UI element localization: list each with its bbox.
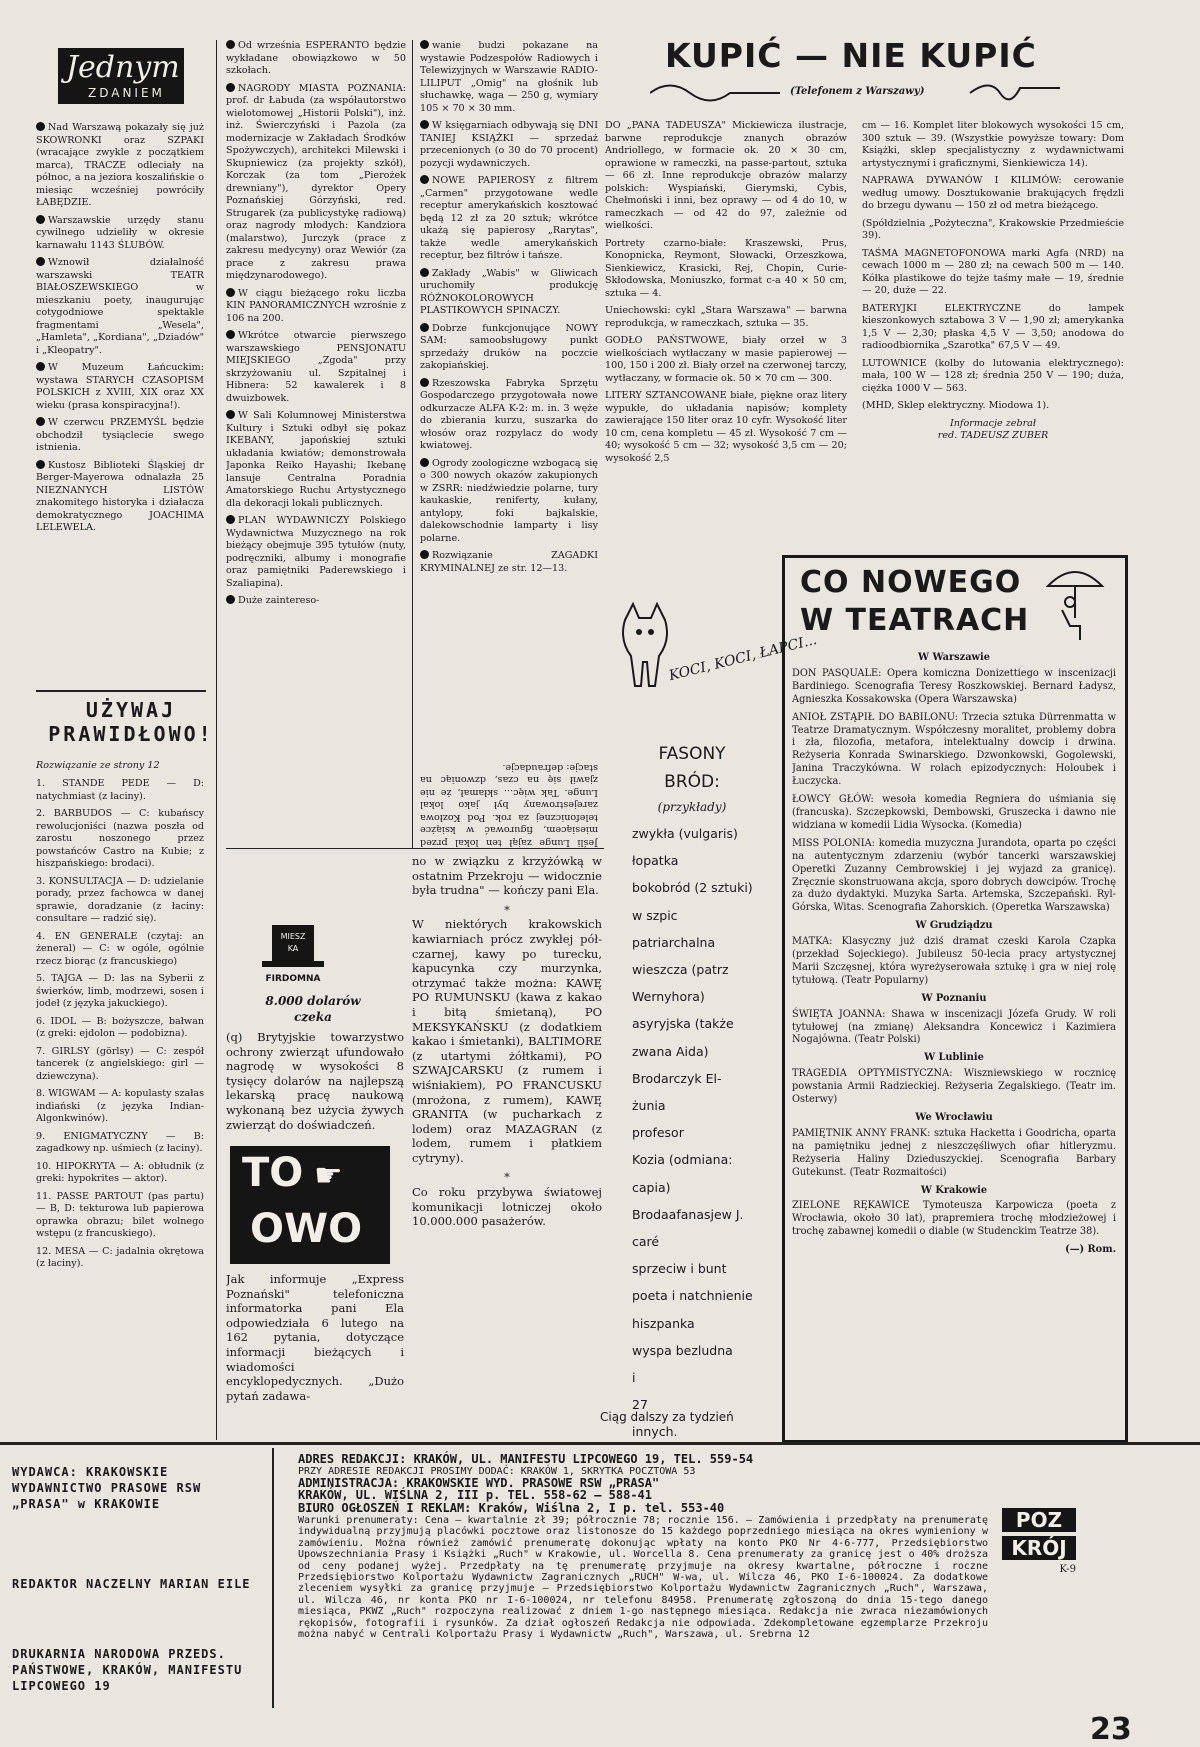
- item-text: GODŁO PAŃSTWOWE, biały orzeł w 3 wielkościach wytłaczany w masie papierowej — 100, 150 i 200 zł. Biały orzeł na czerwonej tarczy, wytłaczany, w formacie ok. 50 × 70 cm — 300.: [605, 335, 847, 384]
- text-item: [226, 595, 406, 608]
- beard-style-item: caré: [632, 1234, 660, 1250]
- item-text: Rzeszowska Fabryka Sprzętu Gospodarczego przygotowała nowe odkurzacze ALFA K-2: m. in. 3 węże do zbierania kurzu, suszarka do włosów oraz rozpylacz do wody kwiatowej.: [420, 377, 598, 451]
- text-item: [36, 1088, 204, 1126]
- text-item: [226, 288, 406, 326]
- item-text: Duże zaintereso-: [238, 595, 320, 606]
- beard-style-item: Wernyhora): [632, 989, 705, 1005]
- text-item: [605, 305, 847, 330]
- dolarow-title-2: czeka: [294, 1010, 332, 1024]
- item-text: NAGRODY MIASTA POZNANIA: prof. dr Łabuda (za współautorstwo wielotomowej „Historii Polski"), inż. inż. Świerczyński i Pazola (za modernizacje w Zakładach Środków Spożywczych), architekci Milewski i Skupniewicz (za projekty szkół), Korczak (za tom „Pierożek drewniany"), dyrektor Opery Poznańskiej Górzyński, red. Strugarek (za publicystykę radiową) oraz nagrody młodych: Kandziora (malarstwo), Jurczyk (prace z zakresu medycyny) oraz Wewiór (za prace z zakresu prawa międzynarodowego).: [226, 82, 406, 281]
- upside-down-solution: Jeśli Lunge zajął ten lokal przed miesiącem, figurować w książce telefonicznej za rok. Pod Kozłowa zarejestrowany był jako lokal Lunge. Tak więc... skłamał, że nie zjawił się na czas, dzwoniąc na stacje: defraudacje.: [420, 762, 598, 848]
- item-text: Rozwiązanie ZAGADKI KRYMINALNEJ ze str. 12—13.: [420, 550, 598, 574]
- text-item: [605, 120, 847, 233]
- item-text: wanie budzi pokazane na wystawie Podzespołów Radiowych i Telewizyjnych w Warszawie RADIO-LILIPUT „Omig" na głośnik lub słuchawkę, waga — 250 g, wymiary 105 × 70 × 30 mm.: [420, 40, 598, 114]
- bullet-icon: [36, 362, 45, 371]
- theatre-entry: ZIELONE RĘKAWICE Tymoteusza Karpowicza (poeta z Wrocławia, około 30 lat), prapremiera trochę młodzieżowej i trochę zabawnej komedii o diable (w Studenckim Teatrze 38).: [792, 1200, 1116, 1238]
- city-heading: W Krakowie: [920, 1184, 988, 1196]
- news-column-2: [226, 40, 406, 848]
- editorial-address-block: [298, 1454, 988, 1641]
- text-item: [226, 410, 406, 510]
- text-item: [420, 40, 598, 115]
- dolarow-title: 8.000 dolarów: [265, 994, 361, 1008]
- text-item: [420, 120, 598, 170]
- text-item: [36, 808, 204, 871]
- theatre-entry: ŁOWCY GŁÓW: wesoła komedia Regniera do uśmiania się (francuska). Szczepkowski, Dembowski, Gruszecka i dawno nie widziana w komedii Lidia Wysocka. (Komedia): [792, 794, 1116, 831]
- mid-right-paragraph: no w związku z krzyżówką w ostatnim Przekroju — widocznie była trudna" — kończy pani Ela.: [412, 854, 602, 898]
- publisher-block: [12, 1464, 252, 1694]
- city-heading: W Warszawie: [918, 652, 990, 663]
- beard-style-item: poeta i natchnienie: [632, 1288, 753, 1304]
- item-text: Warszawskie urzędy stanu cywilnego udzieliły w okresie karnawału 1143 ŚLUBÓW.: [36, 214, 204, 251]
- beard-style-item: profesor: [632, 1125, 684, 1141]
- beard-style-item: innych.: [632, 1424, 678, 1440]
- kupic-footer-label: Informacje zebrał: [949, 417, 1037, 429]
- publisher-name: WYDAWCA: KRAKOWSKIE WYDAWNICTWO PRASOWE RSW „PRASA" w KRAKOWIE: [12, 1465, 202, 1511]
- bullet-icon: [226, 410, 235, 419]
- item-text: 8. WIGWAM — A: kopulasty szałas indiański (z języka Indian-Algonkwinów).: [36, 1088, 204, 1124]
- item-text: 11. PASSE PARTOUT (pas partu) — B, D: tekturowa lub papierowa oprawka obrazu; bilet wolnego wstępu (z francuskiego).: [36, 1190, 204, 1239]
- footer-divider: [272, 1448, 274, 1708]
- jednym-zdaniem-column: [36, 122, 204, 677]
- item-text: 5. TAJGA — D: las na Syberii z świerków, limb, modrzewi, sosen i jodeł (z języka jakuckiego).: [36, 973, 204, 1009]
- svg-text:FIRDOMNA: FIRDOMNA: [265, 974, 321, 984]
- beard-style-item: Kozia (odmiana:: [632, 1152, 733, 1168]
- teatr-title-line-1: CO NOWEGO: [800, 565, 1022, 600]
- beard-style-item: capia): [632, 1179, 671, 1195]
- to-owo-bottom: OWO: [250, 1206, 363, 1252]
- item-text: W czerwcu PRZEMYŚL będzie obchodził tysiąclecie swego istnienia.: [36, 417, 204, 453]
- text-item: [605, 390, 847, 465]
- bullet-icon: [420, 323, 429, 332]
- page-number: 23: [1090, 1712, 1132, 1747]
- dolarow-heading: [218, 993, 408, 1025]
- text-item: [36, 1191, 204, 1241]
- uzywaj-title: UŻYWAJ PRAWIDŁOWO!: [48, 698, 214, 746]
- text-item: [420, 378, 598, 453]
- bullet-icon: [36, 417, 45, 426]
- news-column-3: [420, 40, 598, 762]
- text-item: [420, 268, 598, 318]
- column-rule: [226, 848, 604, 849]
- column-rule: [412, 40, 413, 848]
- fasony-title: [632, 740, 752, 796]
- bullet-icon: [226, 83, 235, 92]
- kupic-footer: [862, 418, 1124, 443]
- beard-style-item: Brodaafanasjew J.: [632, 1206, 744, 1222]
- item-text: BATERYJKI ELEKTRYCZNE do lampek kieszonkowych sztabowa 3 V — 1,90 zł; amerykanka 1,5 V — 2,30; płaska 4,5 V — 3,50; anodowa do radioodbiornika „Szarotka" 67,5 V — 49.: [862, 302, 1124, 351]
- logo-line-2: KRÓJ: [1002, 1536, 1076, 1560]
- text-item: [226, 330, 406, 405]
- item-text: NAPRAWA DYWANÓW I KILIMÓW: cerowanie według umowy. Dosztukowanie brakujących frędzli do brzegu dywanu — 150 zł od metra bieżącego.: [862, 175, 1124, 211]
- beard-style-item: bokobród (2 sztuki): [632, 880, 753, 896]
- bullet-icon: [36, 460, 45, 469]
- bullet-icon: [420, 175, 429, 184]
- item-text: PLAN WYDAWNICZY Polskiego Wydawnictwa Muzycznego na rok bieżący obejmuje 395 tytułów (nuty, podręczniki, albumy i monografie oraz pamiętniki Paderewskiego i Szaliapina).: [226, 515, 406, 589]
- item-text: TAŚMA MAGNETOFONOWA marki Agfa (NRD) na cewach 1000 m — 280 zł; na cewach 500 m — 140. Kółka plastikowe do tejże taśmy małe — 19, średnie — 20, duże — 22.: [862, 247, 1124, 296]
- umbrella-figure-icon: [1040, 562, 1110, 644]
- item-text: Zakłady „Wabis" w Gliwicach uruchomiły produkcję RÓŻNOKOLOROWYCH PLASTIKOWYCH SPINACZY.: [420, 267, 598, 316]
- item-text: LITERY SZTANCOWANE białe, piękne oraz litery wypukłe, do układania napisów; komplety zawierające 150 liter oraz 10 cyfr. Wysokość liter 10 cm, cena kompletu — 45 zł. Wysokość 7 cm — 40; wysokość 5 cm — 32; wysokość 3,5 cm — 20; wysokość 2,5: [605, 390, 847, 464]
- text-item: [862, 218, 1124, 243]
- postal-note: PRZY ADRESIE REDAKCJI PROSIMY DODAĆ: KRAKÓW 1, SKRYTKA POCZTOWA 53: [298, 1466, 696, 1478]
- city-heading: W Grudziądzu: [915, 920, 993, 932]
- text-item: [36, 460, 204, 535]
- uzywaj-subtitle: Rozwiązanie ze strony 12: [36, 760, 160, 771]
- text-item: [36, 362, 204, 412]
- pointing-hand-icon: ☛: [314, 1156, 343, 1194]
- fasony-title-2: BRÓD:: [664, 772, 720, 792]
- editorial-address: ADRES REDAKCJI: KRAKÓW, UL. MANIFESTU LIPCOWEGO 19, TEL. 559-54: [298, 1452, 754, 1466]
- beard-style-item: i: [632, 1370, 636, 1386]
- text-item: [36, 122, 204, 210]
- item-text: Uniechowski: cykl „Stara Warszawa" — barwna reprodukcja, w rameczkach, sztuka — 35.: [605, 305, 847, 329]
- theatre-entry: TRAGEDIA OPTYMISTYCZNA: Wiszniewskiego w rocznicę powstania Armii Radzieckiej. Reżyseria Zegalskiego. (Teatr im. Osterwy): [792, 1068, 1116, 1106]
- text-item: [36, 1161, 204, 1186]
- city-heading: We Wrocławiu: [915, 1112, 993, 1123]
- text-item: [605, 335, 847, 385]
- beard-style-item: hiszpanka: [632, 1315, 695, 1331]
- bullet-icon: [420, 550, 429, 559]
- text-item: [36, 931, 204, 969]
- beard-style-item: Brodarczyk El-: [632, 1070, 722, 1086]
- separator-star: *: [504, 902, 510, 917]
- beard-style-item: wieszcza (patrz: [632, 962, 729, 978]
- text-item: [36, 215, 204, 253]
- printer: DRUKARNIA NARODOWA PRZEDS. PAŃSTWOWE, KRAKÓW, MANIFESTU LIPCOWEGO 19: [12, 1647, 243, 1693]
- fasony-list: [632, 820, 777, 1446]
- beard-style-item: żunia: [632, 1098, 666, 1114]
- subscription-terms: Warunki prenumeraty: Cena — kwartalnie zł 39; półrocznie 78; rocznie 156. — Zamówienia i przedpłaty na prenumeratę indywidualną przyjmują placówki pocztowe oraz listonosze do 15 każdego poprzedniego miesiąca na okres wymieniony w zamówieniu. Można również zamówić prenumeratę dokonując wpłaty na konto PKO Nr 4-6-777, Przedsiębiorstwo Upowszechniania Prasy i Książki „Ruch" w Krakowie, ul. Worcella 8. Cena prenumeraty za granicę jest o 40% droższa od ceny podanej wyżej. Przedpłaty na tę prenumeratę przyjmuje na okresy kwartalne, półroczne i roczne Przedsiębiorstwo Kolportażu Wydawnictw Zagranicznych „RUCH" W-wa, ul. Wilcza 46, PKO I-6-100024. Za dodatkowe zleceniem wysyłki za granicę przyjmuje — Przedsiębiorstwo Kolportażu Wydawnictw Zagranicznych „Ruch", Warszawa, ul. Wilcza 46, nr konta PKO nr I-6-100024, nr telefonu 84958. Prenumeratę zgłoszoną do dnia 15-tego danego miesiąca, PKWZ „Ruch" rozpoczyna realizować z dniem 1-go następnego miesiąca. Redakcja nie zwraca niezamówionych rękopisów, fotografii i rysunków. Za dział ogłoszeń Redakcja nie odpowiada. Zdekompletowane egzemplarze Przekroju można nabyć w Centrali Kolportażu Prasy i Wydawnictw „Ruch", Warszawa, ul. Srebrna 12: [298, 1515, 988, 1641]
- beard-style-item: asyryjska (także: [632, 1016, 734, 1032]
- kupic-column-b: [862, 120, 1124, 520]
- item-text: NOWE PAPIEROSY z filtrem „Carmen" przygotowane wedle receptur amerykańskich kosztować będą 12 zł za 20 sztuk; wkrótce ukażą się papierosy „Rarytas", także wedle amerykańskich receptur, bez filtrów i tańsze.: [420, 175, 598, 261]
- item-text: (MHD, Sklep elektryczny. Miodowa 1).: [862, 400, 1050, 411]
- mieszka-hat-logo: [258, 925, 328, 989]
- fasony-title-1: FASONY: [658, 744, 726, 764]
- city-heading: W Lublinie: [924, 1052, 984, 1064]
- mid-right-column: [412, 854, 602, 1436]
- to-owo-text: Jak informuje „Express Poznański" telefoniczna informatorka pani Ela odpowiedziała 6 lutego na 162 pytania, dotyczące informacji bieżących i wiadomości encyklopedycznych. „Dużo pytań zadawa-: [226, 1272, 404, 1403]
- text-item: [862, 400, 1124, 413]
- dolarow-text: (q) Brytyjskie towarzystwo ochrony zwierząt ufundowało nagrodę w wysokości 8 tysięcy dolarów na najlepszą lekarską pracę naukową wykonaną bez użycia żywych zwierząt do doświadczeń.: [226, 1030, 404, 1132]
- item-text: 3. KONSULTACJA — D: udzielanie porady, przez fachowca w danej sprawie, doradzanie (z łaciny: consultare — radzić się).: [36, 875, 204, 924]
- mid-right-paragraph: Co roku przybywa światowej komunikacji lotniczej około 10.000.000 pasażerów.: [412, 1185, 602, 1229]
- cat-illustration-icon: [615, 600, 675, 690]
- text-item: [862, 248, 1124, 298]
- teatr-title-line-2: W TEATRACH: [800, 603, 1030, 638]
- divider-line: [36, 690, 206, 692]
- logo-line-1: POZ: [1002, 1508, 1076, 1532]
- beard-style-item: patriarchalna: [632, 934, 716, 950]
- teatr-listings: [792, 648, 1116, 1430]
- text-item: [226, 515, 406, 590]
- beard-style-item: sprzeciw i bunt: [632, 1261, 727, 1277]
- text-item: [420, 550, 598, 575]
- item-text: 7. GIRLSY (görlsy) — C: zespół tancerek (z angielskiego: girl — dziewczyna).: [36, 1045, 204, 1082]
- item-text: Ogrody zoologiczne wzbogacą się o 300 nowych okazów zakupionych w ZSRR: niedźwiedzie polarne, tury kaukaskie, reniferty, kułany, antylopy, foki bajkalskie, dalekowschodnie lamparty i lisy polarne.: [420, 457, 598, 544]
- item-text: 9. ENIGMATYCZNY — B: zagadkowy np. uśmiech (z łaciny).: [36, 1130, 204, 1154]
- beard-style-item: wyspa bezludna: [632, 1342, 733, 1358]
- text-item: [862, 358, 1124, 396]
- logo-sub-text: ZDANIEM: [88, 86, 165, 100]
- to-owo-logo: [230, 1146, 390, 1264]
- separator-star: *: [504, 1170, 510, 1185]
- kupic-column-a: [605, 120, 847, 540]
- item-text: W ciągu bieżącego roku liczba KIN PANORAMICZNYCH wzrośnie z 106 na 200.: [226, 287, 406, 324]
- kupic-subtitle: (Telefonem z Warszawy): [790, 86, 925, 97]
- item-text: Portrety czarno-białe: Kraszewski, Prus, Konopnicka, Reymont, Słowacki, Orzeszkowa, Sienkiewicz, Krasicki, Rej, Chopin, Curie-Skłodowska, Moniuszko, format c-a 40 × 50 cm, sztuka — 4.: [605, 237, 847, 299]
- text-item: [36, 417, 204, 455]
- text-item: [36, 973, 204, 1011]
- item-text: LUTOWNICE (kolby do lutowania elektrycznego): mała, 100 W — 128 zł; średnia 250 V — 190; duża, ciężka 1000 V — 563.: [862, 357, 1124, 394]
- bullet-icon: [36, 257, 45, 266]
- item-text: 1. STANDE PEDE — D: natychmiast (z łaciny).: [36, 778, 204, 802]
- ad-office: BIURO OGŁOSZEŃ I REKLAM: Kraków, Wiślna 2, I p. tel. 553-40: [298, 1500, 725, 1515]
- text-item: [226, 40, 406, 78]
- text-item: [226, 83, 406, 283]
- przekroj-logo: [1002, 1508, 1076, 1588]
- item-text: 4. EN GENERALE (czytaj: an żeneral) — C: w ogóle, ogólnie rzecz biorąc (z francuskiego): [36, 930, 204, 967]
- beard-style-item: łopatka: [632, 853, 679, 869]
- bullet-icon: [226, 595, 235, 604]
- bullet-icon: [420, 120, 429, 129]
- bullet-icon: [36, 122, 45, 131]
- text-item: [36, 1246, 204, 1271]
- column-rule: [216, 40, 217, 1440]
- text-item: [420, 323, 598, 373]
- text-item: [605, 238, 847, 301]
- text-item: [36, 257, 204, 357]
- svg-text:KA: KA: [287, 944, 299, 953]
- beard-style-item: w szpic: [632, 907, 678, 923]
- text-item: [36, 1016, 204, 1041]
- kupic-footer-name: red. TADEUSZ ZUBER: [937, 430, 1049, 441]
- theatre-entry: ŚWIĘTA JOANNA: Shawa w inscenizacji Józefa Grudy. W roli tytułowej (na zmianę) Aleksandra Koncewicz i Kazimiera Nogajówna. (Teatr Polski): [792, 1008, 1116, 1046]
- fasony-subtitle: (przykłady): [657, 800, 727, 814]
- bullet-icon: [420, 378, 429, 387]
- item-text: 6. IDOL — B: bożyszcze, bałwan (z greki: ejdolon — podobizna).: [36, 1015, 204, 1039]
- text-item: [36, 876, 204, 926]
- theatre-entry: PAMIĘTNIK ANNY FRANK: sztuka Hacketta i Goodricha, oparta na pamiętniku jednej z nieszczęśliwych ofiar hitleryzmu. Reżyseria Haliny Dzieduszyckiej. Scenografia Barbary Gutekunst. (Teatr Rozmaitości): [792, 1127, 1116, 1178]
- koci-label: KOCI, KOCI, ŁAPCI...: [667, 631, 819, 685]
- text-item: [36, 1046, 204, 1084]
- to-owo-top: TO: [242, 1150, 304, 1196]
- city-heading: W Poznaniu: [921, 992, 987, 1004]
- bullet-icon: [36, 215, 45, 224]
- uzywaj-answers: [36, 778, 204, 1438]
- item-text: W Muzeum Łańcuckim: wystawa STARYCH CZASOPISM POLSKICH z XVIII, XIX oraz XX wieku (prasa konspiracyjna!).: [36, 362, 204, 411]
- text-item: [862, 303, 1124, 353]
- theatre-entry: MATKA: Klasyczny już dziś dramat czeski Karola Czapka (przekład Sojeckiego). Jubileusz 50-lecia pracy artystycznej Marii Szczęsnej, która wyreżyserowała sztukę i gra w niej rolę tytułową. (Teatr Popularny): [792, 936, 1116, 986]
- bullet-icon: [226, 330, 235, 339]
- bullet-icon: [420, 40, 429, 49]
- item-text: W Sali Kolumnowej Ministerstwa Kultury i Sztuki odbył się pokaz IKEBANY, japońskiej sztuki układania kwiatów; demonstrowała Japonka Reiko Hayashi; Ikebanę lansuje Centralna Poradnia Amatorskiego Ruchu Artystycznego dla dekoracji lokali publicznych.: [226, 410, 406, 509]
- item-text: Dobrze funkcjonujące NOWY SAM: samoobsługowy punkt sprzedaży druków na poczcie zakopiańskiej.: [420, 322, 598, 371]
- text-item: [420, 175, 598, 263]
- item-text: Wkrótce otwarcie pierwszego warszawskiego PENSJONATU MIEJSKIEGO „Zgoda" przy skrzyżowaniu ul. Szpitalnej i Hibnera: 52 kawalerek i 8 dwuizbowek.: [226, 330, 406, 404]
- beard-style-item: zwana Aida): [632, 1043, 709, 1059]
- kupic-title: KUPIĆ — NIE KUPIĆ: [665, 36, 1037, 75]
- beard-style-item: 27: [632, 1397, 648, 1413]
- text-item: [862, 120, 1124, 170]
- beard-style-item: zwykła (vulgaris): [632, 826, 738, 841]
- administration-address: KRAKÓW, UL. WIŚLNA 2, III p. TEL. 558-62 — 588-41: [298, 1488, 653, 1503]
- mid-right-paragraph: W niektórych krakowskich kawiarniach prócz zwykłej pół-czarnej, kawy po turecku, kapucynka czy murzynka, otrzymać także można: KAWĘ PO RUMUNSKU (kawa z kakao i bitą śmietaną), PO MEKSYKAŃSKU (z dodatkiem kakao i śmietanki), BALTIMORE (z utartymi żółtkami), PO SZWAJCARSKU (z rumem i wiśniakiem), PO FRANCUSKU (mrożona, z rumem), KAWĘ GRANITA (w pucharkach z lodem) oraz MAZAGRAN (z lodem, rumem i płatkiem cytryny).: [412, 917, 602, 1165]
- item-text: cm — 16. Komplet liter blokowych wysokości 15 cm, 300 sztuk — 39. (Wszystkie powyższe towary: Dom Książki, sklep specjalistyczny z wydawnictwami artystycznymi i graficznymi, Sienkiewicza 14).: [862, 120, 1124, 169]
- item-text: Nad Warszawą pokazały się już SKOWRONKI oraz SZPAKI (wracające zwykle z początkiem marca), TRACZE odleciały na północ, a na jeziora koszalińskie o miesiąc wcześniej powróciły ŁABĘDZIE.: [36, 122, 204, 208]
- teatr-title: [800, 564, 1029, 640]
- bullet-icon: [420, 458, 429, 467]
- bullet-icon: [226, 40, 235, 49]
- text-item: [36, 1131, 204, 1156]
- text-item: [862, 175, 1124, 213]
- item-text: 12. MESA — C: jadalnia okrętowa (z łaciny).: [36, 1245, 204, 1269]
- item-text: Wznowił działalność warszawski TEATR BIAŁOSZEWSKIEGO w mieszkaniu poety, inaugurując cotygodniowe spektakle fragmentami „Wesela", „Hamleta", „Kordiana", „Dziadów" i „Kleopatry".: [36, 257, 204, 356]
- item-text: W księgarniach odbywają się DNI TANIEJ KSIĄŻKI — sprzedaż przecenionych (o 30 do 70 procent) pozycji wydawniczych.: [420, 120, 598, 169]
- footer-rule: [0, 1442, 1200, 1445]
- item-text: Od września ESPERANTO będzie wykładane obowiązkowo w 50 szkołach.: [226, 40, 406, 76]
- continued-note: Ciąg dalszy za tydzień: [600, 1410, 734, 1424]
- item-text: DO „PANA TADEUSZA" Mickiewicza ilustracje, barwne reprodukcje znanych obrazów Andriollego, w formacie ok. 20 × 30 cm, oprawione w rameczki, na passe-partout, sztuka — 66 zł. Inne reprodukcje obrazów malarzy polskich: Wyspiański, Gierymski, Cybis, Chełmoński i inni, bez oprawy — od 4 do 10, w rameczkach — od 42 do 97, zależnie od wielkości.: [605, 120, 847, 231]
- theatre-entry: DON PASQUALE: Opera komiczna Donizettiego w inscenizacji Bardiniego. Scenografia Teresy Roszkowskiej. Bernard Ładysz, Agnieszka Kossakowska (Opera Warszawska): [792, 667, 1116, 705]
- item-text: 2. BARBUDOS — C: kubańscy rewolucjoniści (nazwa poszła od zarostu noszonego przez powstańców Castro na Kubie; z hiszpańskiego: brodaci).: [36, 808, 204, 869]
- theatre-entry: MISS POLONIA: komedia muzyczna Jurandota, oparta po części na autentycznym zdarzeniu (wybór tancerki warszawskiej Operetki Zuzanny Cembrowskiej i jej wyjazd za granicę). Zręcznie skonstruowana akcja, sporo dobrych dowcipów. Trochę za dużo dydaktyki. Muzyka Sarta. Artemska, Szczepański. Ryl-Górska, Witas. Scenografia Zahorskich. (Operetka Warszawska): [792, 837, 1116, 914]
- theatre-entry: ANIOŁ ZSTĄPIŁ DO BABILONU: Trzecia sztuka Dürrenmatta w Teatrze Dramatycznym. Współczesny moralitet, problemy dobra i zła, filozofia, metafora, intelektualny dowcip i drwina. Reżyseria Konrada Swinarskiego. Dzwonkowski, Gogolewski, Janina Traczykówna. W rolach epizodycznych: Holoubek i Łuczycka.: [792, 711, 1116, 788]
- jednym-zdaniem-logo: [58, 48, 184, 104]
- editor-in-chief: REDAKTOR NACZELNY MARIAN EILE: [12, 1577, 251, 1591]
- bullet-icon: [420, 268, 429, 277]
- item-text: 10. HIPOKRYTA — A: obłudnik (z greki: hypokrites — aktor).: [36, 1160, 204, 1184]
- issue-code: K-9: [1059, 1564, 1076, 1575]
- signature: (—) Rom.: [1065, 1244, 1116, 1256]
- svg-text:MIESZ: MIESZ: [280, 932, 306, 941]
- item-text: (Spółdzielnia „Pożyteczna", Krakowskie Przedmieście 39).: [862, 217, 1124, 241]
- logo-main-text: Jednym: [66, 50, 180, 85]
- text-item: [420, 458, 598, 546]
- administration: ADMINISTRACJA: KRAKOWSKIE WYD. PRASOWE RSW „PRASA": [298, 1475, 660, 1490]
- bullet-icon: [226, 288, 235, 297]
- item-text: Kustosz Biblioteki Śląskiej dr Berger-Mayerowa odnalazła 25 NIEZNANYCH LISTÓW znakomitego historyka i działacza demokratycznego JOACHIMA LELEWELA.: [36, 459, 204, 533]
- text-item: [36, 778, 204, 803]
- bullet-icon: [226, 515, 235, 524]
